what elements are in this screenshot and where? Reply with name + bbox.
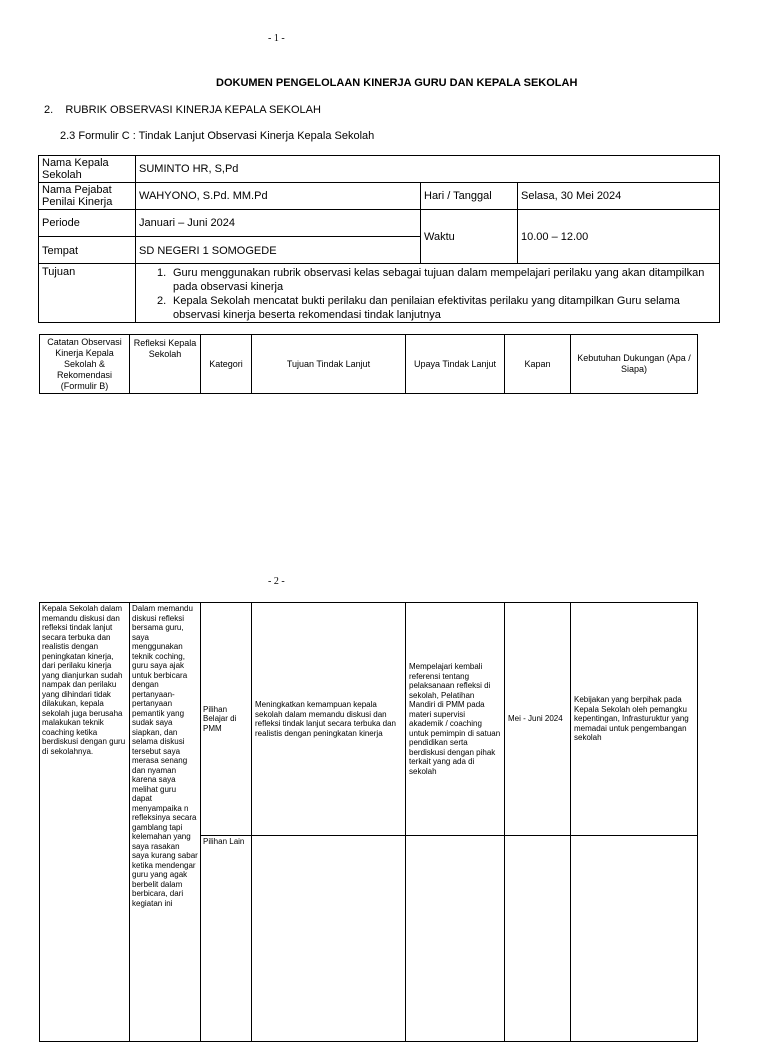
nama-kepala-label: Nama Kepala Sekolah: [39, 156, 136, 183]
tujuan-item: 2. Kepala Sekolah mencatat bukti perilaku dan penilaian efektivitas perilaku yang ditampilkan Guru selama observasi kinerja beserta rekomendasi tindak lanjutnya: [157, 295, 680, 321]
section-heading: 2. RUBRIK OBSERVASI KINERJA KEPALA SEKOLAH: [44, 104, 321, 116]
hari-label: Hari / Tanggal: [421, 183, 518, 210]
empty-cell: [406, 836, 505, 1042]
nama-kepala-value: SUMINTO HR, S,Pd: [136, 156, 720, 183]
page-number-2: - 2 -: [268, 576, 285, 587]
kebutuhan-cell: Kebijakan yang berpihak pada Kepala Sekolah oleh pemangku kepentingan, Infrasturuktur yang memadai untuk pengembangan sekolah: [571, 603, 698, 836]
tujuan-list-cell: [136, 264, 720, 323]
page-number: - 1 -: [268, 33, 285, 44]
waktu-value: 10.00 – 12.00: [518, 210, 720, 264]
tujuan-item: 1. Guru menggunakan rubrik observasi kelas sebagai tujuan dalam mempelajari perilaku yang akan ditampilkan pada observasi kinerja: [157, 267, 705, 293]
waktu-label: Waktu: [421, 210, 518, 264]
tempat-value: SD NEGERI 1 SOMOGEDE: [136, 237, 421, 264]
nama-pejabat-label: Nama Pejabat Penilai Kinerja: [39, 183, 136, 210]
col-refleksi: Refleksi Kepala Sekolah: [130, 335, 201, 394]
col-kebutuhan: Kebutuhan Dukungan (Apa / Siapa): [571, 335, 698, 394]
empty-cell: [571, 836, 698, 1042]
periode-value: Januari – Juni 2024: [136, 210, 421, 237]
catatan-cell: Kepala Sekolah dalam memandu diskusi dan refleksi tindak lanjut secara terbuka dan realistis dengan peningkatan kinerja, dari perilaku kinerja yang dianjurkan sudah nampak dan perilaku yang dihindari tidak dilakukan, kepala sekolah juga berusaha malakukan teknik coaching ketika berdiskusi dengan guru di sekolahnya.: [40, 603, 130, 1042]
document-title: DOKUMEN PENGELOLAAN KINERJA GURU DAN KEPALA SEKOLAH: [216, 77, 578, 89]
tujuan-cell: Meningkatkan kemampuan kepala sekolah dalam memandu diskusi dan refleksi tindak lanjut secara terbuka dan realistis dengan peningkatan kinerja: [252, 603, 406, 836]
empty-cell: [252, 836, 406, 1042]
col-upaya: Upaya Tindak Lanjut: [406, 335, 505, 394]
nama-pejabat-value: WAHYONO, S.Pd. MM.Pd: [136, 183, 421, 210]
col-catatan: Catatan Observasi Kinerja Kepala Sekolah & Rekomendasi (Formulir B): [40, 335, 130, 394]
tujuan-label: Tujuan: [39, 264, 136, 323]
col-tujuan: Tujuan Tindak Lanjut: [252, 335, 406, 394]
tempat-label: Tempat: [39, 237, 136, 264]
subsection-heading: 2.3 Formulir C : Tindak Lanjut Observasi Kinerja Kepala Sekolah: [60, 130, 375, 142]
col-kategori: Kategori: [201, 335, 252, 394]
kategori-pmm-cell: Pilihan Belajar di PMM: [201, 603, 252, 836]
kategori-lain-cell: Pilihan Lain: [201, 836, 252, 1042]
empty-cell: [505, 836, 571, 1042]
tujuan-list: [136, 266, 716, 322]
upaya-cell: Mempelajari kembali referensi tentang pelaksanaan refleksi di sekolah, Pelatihan Mandiri di PMM pada materi supervisi akademik / coaching untuk pemimpin di satuan pendidikan serta berdiskusi dengan pihak terkait yang ada di sekolah: [406, 603, 505, 836]
col-kapan: Kapan: [505, 335, 571, 394]
tindak-lanjut-header-table: [39, 334, 698, 394]
hari-value: Selasa, 30 Mei 2024: [518, 183, 720, 210]
info-table: [38, 155, 720, 323]
refleksi-cell: Dalam memandu diskusi refleksi bersama guru, saya menggunakan teknik coching, guru saya ajak untuk berbicara dengan pertanyaan-pertanyaan pemantik yang sudak saya siapkan, dan selama diskusi tersebut saya merasa senang dan nyaman karena saya melihat guru dapat menyampaika n refleksinya secara gamblang tapi kelemahan yang saya rasakan saya kurang sabar ketika mendengar guru yang agak berbelit dalam berbicara, dari kegiatan ini: [130, 603, 201, 1042]
periode-label: Periode: [39, 210, 136, 237]
kapan-cell: Mei - Juni 2024: [505, 603, 571, 836]
tindak-lanjut-body-table: [39, 602, 698, 1042]
